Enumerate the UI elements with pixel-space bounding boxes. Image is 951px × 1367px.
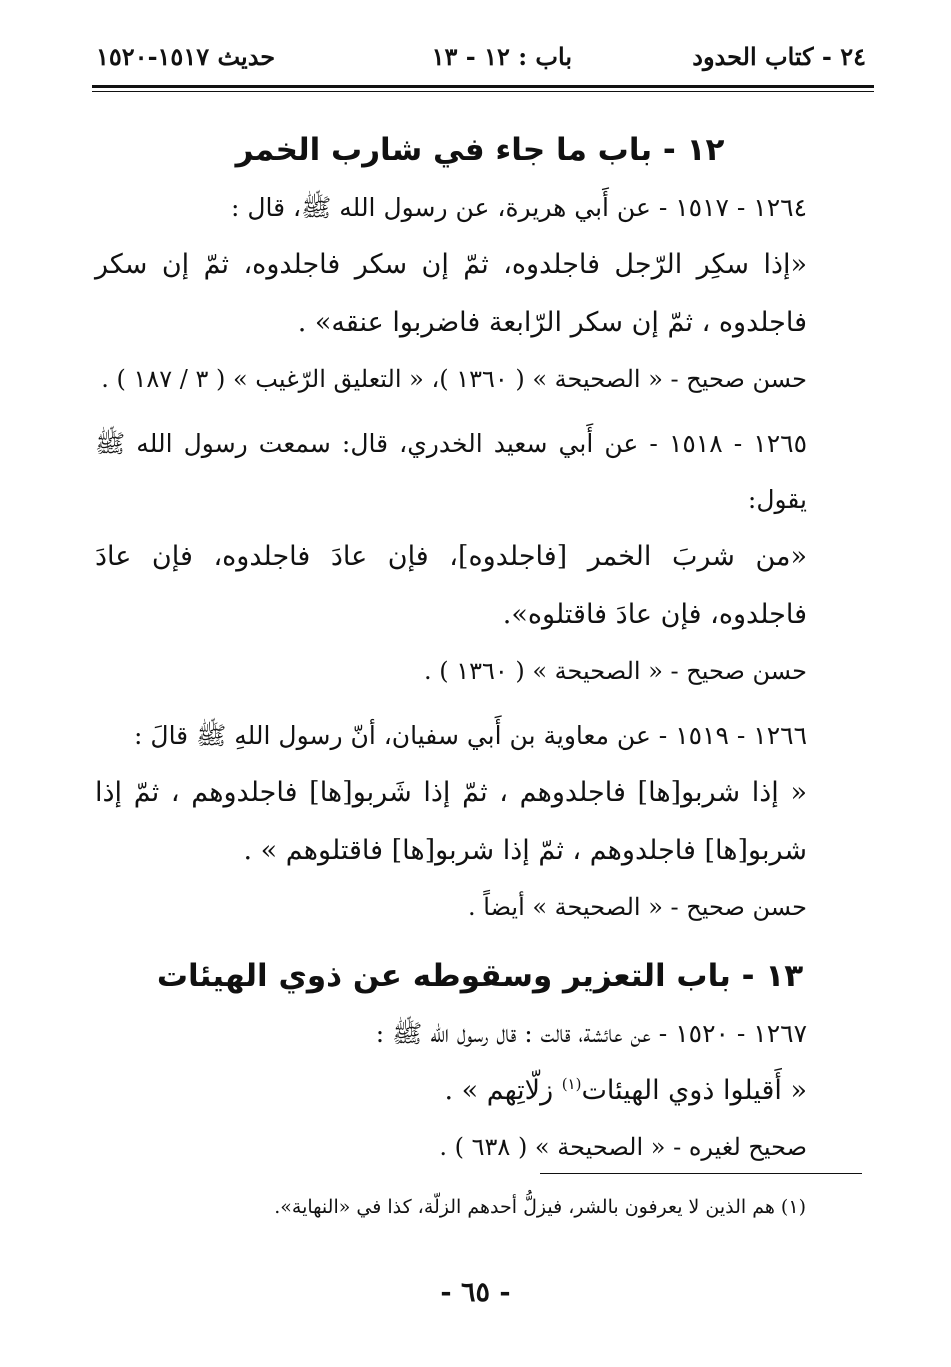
header-rule-thin: [92, 91, 874, 92]
header-rule-thick: [92, 85, 874, 88]
hadith-matn-1264: «إذا سكِر الرّجل فاجلدوه، ثمّ إن سكر فاجلدوه، ثمّ إن سكر فاجلدوه ، ثمّ إن سكر الرّابعة فاضربوا عنقه» .: [95, 249, 807, 338]
chapter-title-13: ١٣ - باب التعزير وسقوطه عن ذوي الهيئات: [156, 958, 804, 994]
header-hadith-range: حديث ١٥١٧-١٥٢٠: [96, 42, 276, 71]
footnote-text: (١) هم الذين لا يعرفون بالشر، فيزلُّ أحدهم الزلّة، كذا في «النهاية».: [274, 1196, 806, 1218]
hadith-grade-1267: صحيح لغيره - « الصحيحة » ( ٦٣٨ ) .: [439, 1133, 807, 1161]
hadith-grade-1264: حسن صحيح - « الصحيحة » ( ١٣٦٠ )، « التعليق الرّغيب » ( ٣ / ١٨٧ ) .: [101, 365, 807, 393]
hadith-matn-1265: «من شربَ الخمر [فاجلدوه]، فإن عادَ فاجلدوه، فإن عادَ فاجلدوه، فإن عادَ فاقتلوه».: [95, 541, 807, 630]
hadith-isnad-1266: ١٢٦٦ - ١٥١٩ - عن معاوية بن أَبي سفيان، أنّ رسول اللهِ ﷺ قالَ :: [134, 721, 807, 750]
matn-part-2: زلّاتِهم » .: [444, 1075, 562, 1106]
matn-part-1: « أَقيلوا ذوي الهيئات: [581, 1075, 807, 1106]
hadith-isnad-1265: ١٢٦٥ - ١٥١٨ - عن أَبي سعيد الخدري، قال: سمعت رسول الله ﷺ يقول:: [95, 429, 807, 514]
header-book-title: ٢٤ - كتاب الحدود: [692, 42, 866, 71]
hadith-isnad-1264: ١٢٦٤ - ١٥١٧ - عن أَبي هريرة، عن رسول الله ﷺ، قال :: [231, 193, 807, 222]
main-content: [95, 130, 865, 1174]
footnote-separator: [540, 1173, 862, 1174]
page-number: - ٦٥ -: [440, 1277, 511, 1308]
running-header: [92, 42, 872, 78]
chapter-title-12: ١٢ - باب ما جاء في شارب الخمر: [235, 132, 725, 168]
hadith-isnad-1267: ١٢٦٧ - ١٥٢٠ - عن عائشة، قالت : قال رسول الله ﷺ :: [375, 1019, 807, 1048]
hadith-grade-1265: حسن صحيح - « الصحيحة » ( ١٣٦٠ ) .: [423, 657, 807, 685]
hadith-matn-1267: [95, 1062, 865, 1120]
header-bab-range: باب : ١٢ - ١٣: [431, 42, 572, 71]
hadith-matn-1266: « إذا شربو[ها] فاجلدوهم ، ثمّ إذا شَربو[ها] فاجلدوهم ، ثمّ إذا شربو[ها] فاجلدوهم ، ثمّ إذا شربو[ها] فاقتلوهم » .: [95, 777, 807, 866]
hadith-grade-1266: حسن صحيح - « الصحيحة » أيضاً .: [468, 893, 807, 921]
footnote-marker: (١): [561, 1075, 582, 1093]
